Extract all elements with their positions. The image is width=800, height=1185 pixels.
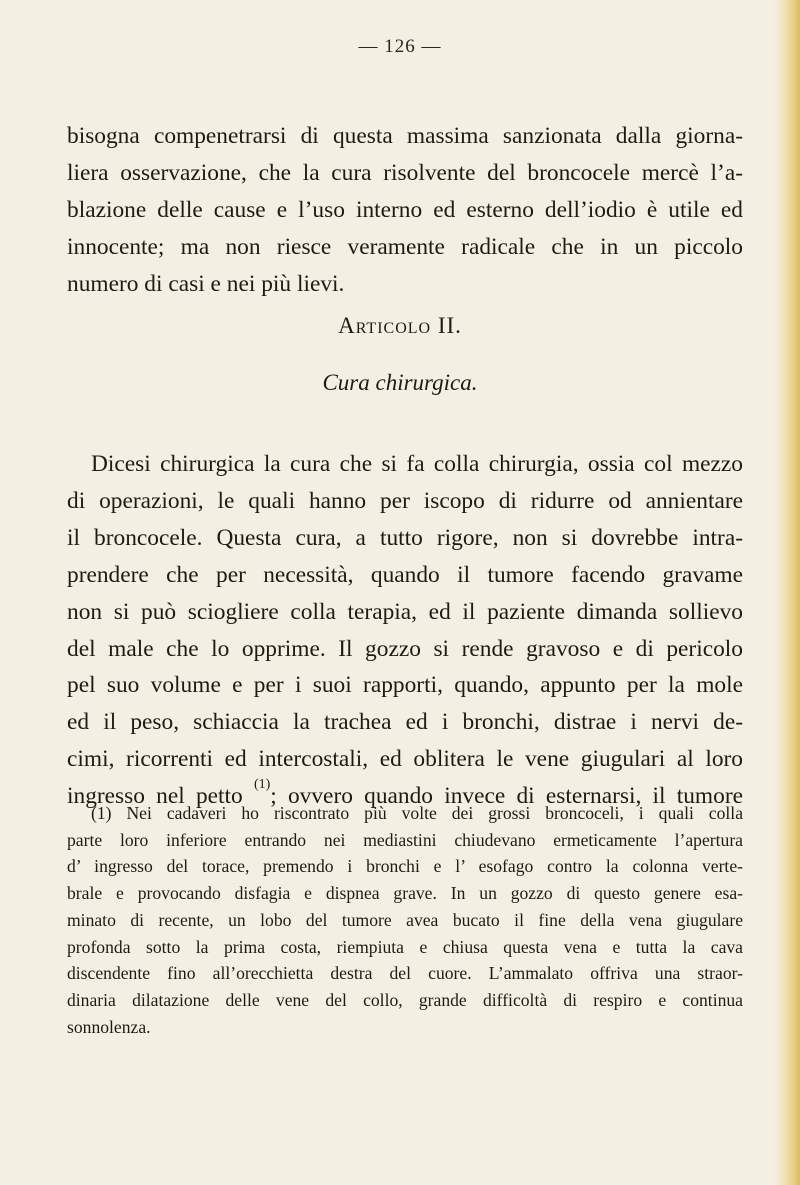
text-line: ed il peso, schiaccia la trachea ed i bronchi, distrae i nervi de- bbox=[67, 709, 743, 736]
text-line: non si può sciogliere colla terapia, ed il paziente dimanda sollievo bbox=[67, 598, 743, 625]
footnote-line: d’ ingresso del torace, premendo i bronchi e l’ esofago contro la colonna verte- bbox=[67, 856, 743, 877]
footnote-line: profonda sotto la prima costa, riempiuta e chiusa questa vena e tutta la cava bbox=[67, 936, 743, 957]
footnote-line: sonnolenza. bbox=[67, 1016, 151, 1037]
text-line: cimi, ricorrenti ed intercostali, ed oblitera le vene giugulari al loro bbox=[67, 746, 743, 773]
text-line: blazione delle cause e l’uso interno ed esterno dell’iodio è utile ed bbox=[67, 196, 743, 223]
page-number: — 126 — bbox=[358, 36, 442, 57]
text-line: Dicesi chirurgica la cura che si fa colla chirurgia, ossia col mezzo bbox=[91, 451, 743, 477]
text-line: pel suo volume e per i suoi rapporti, quando, appunto per la mole bbox=[67, 672, 743, 699]
footnote-line: (1) Nei cadaveri ho riscontrato più volte dei grossi broncoceli, i quali colla bbox=[91, 803, 743, 823]
text-line: il broncocele. Questa cura, a tutto rigore, non si dovrebbe intra- bbox=[67, 524, 743, 551]
footnote-line: minato di recente, un lobo del tumore avea bucato il fine della vena giugulare bbox=[67, 909, 743, 930]
text-line: del male che lo opprime. Il gozzo si rende gravoso e di pericolo bbox=[67, 635, 743, 662]
article-heading-text: Articolo II. bbox=[338, 313, 462, 338]
article-heading bbox=[0, 313, 800, 339]
text-line: liera osservazione, che la cura risolvente del broncocele mercè l’a- bbox=[67, 159, 743, 186]
footnote-line: brale e provocando disfagia e dispnea grave. In un gozzo di questo genere esa- bbox=[67, 883, 743, 904]
page-edge-discoloration bbox=[774, 0, 800, 1185]
footnote-line: dinaria dilatazione delle vene del collo, grande difficoltà di respiro e continua bbox=[67, 989, 743, 1010]
footnote-line: discendente fino all’orecchietta destra del cuore. L’ammalato offriva una straor- bbox=[67, 963, 743, 984]
paragraph-1 bbox=[67, 118, 743, 303]
text-line: di operazioni, le quali hanno per iscopo di ridurre od annientare bbox=[67, 487, 743, 514]
text-segment: ingresso nel petto bbox=[67, 783, 254, 810]
text-line: numero di casi e nei più lievi. bbox=[67, 270, 345, 297]
text-segment: ; ovvero quando invece di esternarsi, il tumore bbox=[270, 783, 743, 810]
text-line: bisogna compenetrarsi di questa massima sanzionata dalla giorna- bbox=[67, 123, 743, 149]
footnote-reference[interactable]: (1) bbox=[253, 777, 271, 793]
footnote bbox=[67, 800, 743, 1040]
footnote-line: parte loro inferiore entrando nei mediastini chiudevano ermeticamente l’apertura bbox=[67, 829, 743, 850]
text-line: prendere che per necessità, quando il tumore facendo gravame bbox=[67, 561, 743, 588]
paragraph-2 bbox=[67, 446, 743, 815]
text-line: innocente; ma non riesce veramente radicale che in un piccolo bbox=[67, 233, 743, 260]
section-subheading: Cura chirurgica. bbox=[322, 370, 478, 395]
